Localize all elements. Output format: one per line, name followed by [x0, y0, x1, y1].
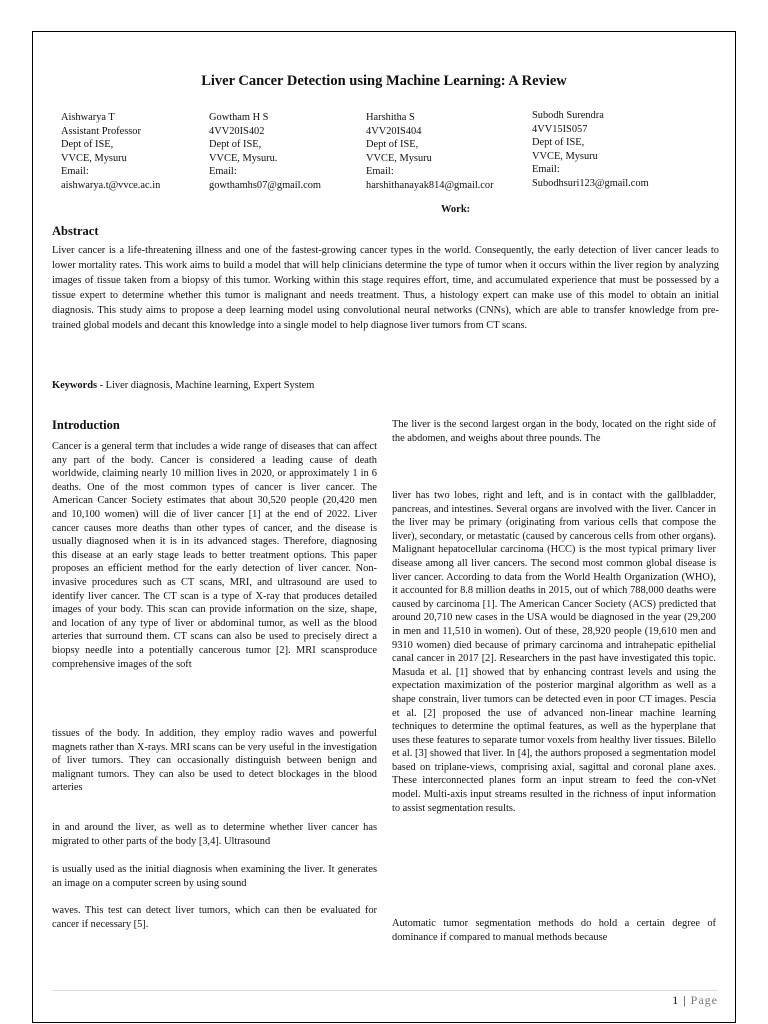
page-label: Page [690, 993, 718, 1007]
author-institution: VVCE, Mysuru [61, 152, 127, 164]
intro-right-paragraph-2: liver has two lobes, right and left, and is in contact with the gallbladder, pancreas, and intestines. Several organs are involved with the liver. Cancer in the liver may be primary (originating from various cells that compose the liver), secondary, or metastatic (caused by cancerous cells from other organs). Malignant hepatocellular carcinoma (HCC) is the most typical primary liver disease among all liver cancers. The second most common global disease is liver cancer. According to data from the World Health Organization (WHO), it accounted for 8.8 million deaths in 2015, out of which 788,000 deaths were caused by carcinoma [1]. The American Cancer Society (ACS) predicted that around 20,710 new cases in the USA would be diagnosed in the year (29,200 in men and 11,510 in women). Out of these, 28,920 people (19,610 men and 9310 women) died because of primary carcinoma and intrahepatic epithelial canal cancer in 2017 [2]. Researchers in the past have investigated this topic. Masuda et al. [1] showed that by enhancing contrast levels and using the expectation maximization of the posterior marginal algorithm as well as a shape constrain, liver tumors can be detected even in poor CT images. Pescia et al. [2] proposed the use of advanced non-linear machine learning techniques to determine the optimal features, as well as the hyperplane that uses these features to separate tumor voxels from healthy liver tissues. Bilello et al. [3] showed that liver. In [4], the authors proposed a segmentation model based on triplane-views, comprising axial, sagittal and coronal plane axes. These interconnected planes form an input stream to feed the con-vNet model. Multi-axis input streams resulted in the richness of input information to assist segmentation results. [392, 490, 716, 814]
author-email: aishwarya.t@vvce.ac.in [61, 179, 161, 191]
author-dept: Dept of ISE, [532, 137, 585, 149]
author-email-label: Email: [366, 166, 394, 178]
abstract-text: Liver cancer is a life-threatening illness and one of the fastest-growing cancer types in the world. Consequently, the early detection of liver cancer leads to lower mortality rates. This work aims to build a model that will help clinicians determine the type of tumor when it occurs within the liver region by analyzing images of tissue taken from a biopsy of this tumor. Working within this stage requires effort, time, and accumulated experience that must be possessed by a tissue expert to determine whether this tumor is malignant and needs treatment. Thus, a histology expert can make use of this model to obtain an initial diagnosis. This study aims to propose a deep learning model using convolutional neural networks (CNNs), which are able to transfer knowledge from pre-trained global models and decant this knowledge into a single model to help diagnose liver tumors from CT scans. [52, 245, 719, 331]
author-institution: VVCE, Mysuru [366, 152, 432, 164]
author-block-1 [61, 111, 160, 193]
author-email-label: Email: [532, 164, 560, 176]
author-name: Subodh Surendra [532, 110, 604, 121]
keywords-text: - Liver diagnosis, Machine learning, Expert System [97, 380, 315, 391]
author-dept: Dept of ISE, [209, 139, 262, 151]
keywords-label: Keywords [52, 380, 98, 391]
introduction-heading: Introduction [52, 418, 120, 432]
author-email-label: Email: [61, 166, 89, 178]
footer-separator: | [683, 993, 687, 1007]
author-institution: VVCE, Mysuru [532, 150, 598, 162]
author-institution: VVCE, Mysuru. [209, 152, 278, 164]
page-number: 1 [672, 993, 680, 1007]
author-dept: Dept of ISE, [366, 139, 419, 151]
footer-divider [52, 990, 718, 991]
paper-title: Liver Cancer Detection using Machine Learning: A Review [201, 73, 567, 89]
author-name: Aishwarya T [61, 112, 115, 123]
intro-left-paragraph-1: Cancer is a general term that includes a wide range of diseases that can affect any part of the body. Cancer is considered a leading cause of death worldwide, claiming nearly 10 million lives in 2020, or approximately 1 in 6 deaths. One of the most common types of cancer is liver cancer. The American Cancer Society estimates that about 30,520 people (20,420 men and 10,100 women) will die of liver cancer [1] at the end of 2022. Liver cancer causes more deaths than other types of cancer, and the disease is usually diagnosed when it is in its advanced stages. Therefore, diagnosing this disease at an early stage leads to better treatment options. This paper proposes an efficient method for the early detection of liver cancer. Non-invasive procedures such as CT scans, MRI, and ultrasound are used to identify liver cancer. The CT scan is a type of X-ray that produces detailed images of your body. This scan can provide information on the size, shape, and location of any type of liver or abdominal tumor, as well as the blood arteries that surround them. CT scans can also be used to precisely direct a biopsy needle into a potentially cancerous tumor [2]. MRI scansproduce comprehensive images of the soft [52, 441, 377, 670]
intro-left-paragraph-5: waves. This test can detect liver tumors, which can then be evaluated for cancer if necessary [5]. [52, 905, 377, 930]
intro-right-paragraph-3: Automatic tumor segmentation methods do hold a certain degree of dominance if compared to manual methods because [392, 918, 716, 943]
author-id: 4VV20IS404 [366, 125, 422, 137]
abstract-heading: Abstract [52, 224, 99, 238]
author-email: Subodhsuri123@gmail.com [532, 177, 649, 189]
author-id: 4VV20IS402 [209, 125, 265, 137]
intro-left-paragraph-4: is usually used as the initial diagnosis when examining the liver. It generates an image on a computer screen by using sound [52, 864, 377, 889]
author-name: Gowtham H S [209, 112, 269, 123]
intro-left-paragraph-2: tissues of the body. In addition, they employ radio waves and powerful magnets rather than X-rays. MRI scans can be very useful in the investigation of liver tumors. They can occasionally distinguish between benign and malignant tumors. They can also be used to detect blockages in the blood arteries [52, 728, 377, 794]
page-footer [672, 993, 718, 1008]
author-block-4 [532, 109, 649, 191]
intro-left-paragraph-3: in and around the liver, as well as to determine whether liver cancer has migrated to other parts of the body [3,4]. Ultrasound [52, 822, 377, 847]
author-email: harshithanayak814@gmail.cor [366, 179, 494, 191]
author-email: gowthamhs07@gmail.com [209, 179, 322, 191]
author-block-3 [366, 111, 524, 193]
author-id: Assistant Professor [61, 125, 141, 137]
author-block-2 [209, 111, 321, 193]
intro-right-paragraph-1: The liver is the second largest organ in the body, located on the right side of the abdomen, and weighs about three pounds. The [392, 419, 716, 444]
author-email-label: Email: [209, 166, 237, 178]
author-id: 4VV15IS057 [532, 123, 588, 135]
author-name: Harshitha S [366, 112, 415, 123]
keywords-line [52, 380, 314, 391]
work-label: Work: [441, 204, 471, 215]
author-dept: Dept of ISE, [61, 139, 114, 151]
